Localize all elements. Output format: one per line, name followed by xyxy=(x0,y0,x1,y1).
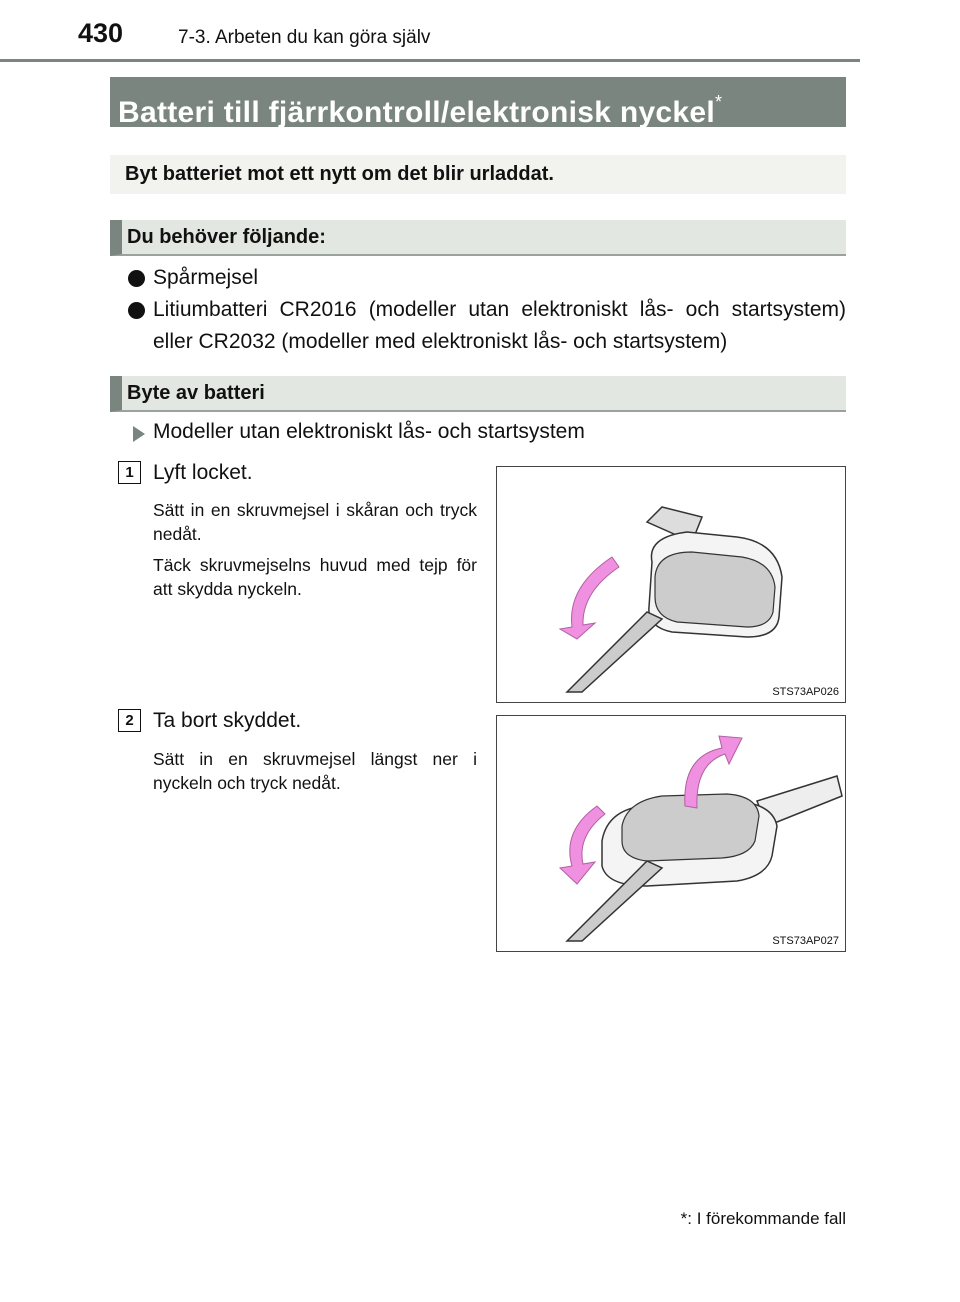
page-title xyxy=(110,77,846,127)
bullet-icon xyxy=(128,302,145,319)
footnote xyxy=(681,1209,846,1229)
lead-box: Byt batteriet mot ett nytt om det blir urladdat. xyxy=(110,155,846,194)
figure-code: STS73AP026 xyxy=(772,686,839,698)
list-item: Spårmejsel xyxy=(126,262,846,294)
step-note: Täck skruvmejselns huvud med tejp för att skydda nyckeln. xyxy=(153,555,477,599)
section-heading-requirements: Du behöver följande: xyxy=(110,220,846,256)
step-number-1: 1 xyxy=(118,461,141,484)
step-title-1: Lyft locket. xyxy=(153,461,253,484)
step-title-2: Ta bort skyddet. xyxy=(153,709,302,732)
chapter-title: 7-3. Arbeten du kan göra själv xyxy=(178,27,431,48)
footnote-text: : I förekommande fall xyxy=(687,1209,846,1228)
section-heading-battery-change: Byte av batteri xyxy=(110,376,846,412)
page-number: 430 xyxy=(78,18,124,48)
bullet-icon xyxy=(128,270,145,287)
figure-code: STS73AP027 xyxy=(772,935,839,947)
list-item: Litiumbatteri CR2016 (modeller utan elektroniskt lås- och startsystem) eller CR2032 (modeller med elektroniskt lås- och startsystem) xyxy=(126,294,846,358)
triangle-bullet-icon xyxy=(133,426,145,442)
step-note: Sätt in en skruvmejsel i skåran och tryck nedåt. xyxy=(153,500,477,544)
subheading: Modeller utan elektroniskt lås- och startsystem xyxy=(153,420,585,443)
title-text: Batteri till fjärrkontroll/elektronisk nyckel xyxy=(118,96,716,129)
header-rule xyxy=(0,59,860,62)
asterisk-marker: * xyxy=(715,92,723,112)
figure-lift-cover xyxy=(496,466,846,703)
key-illustration xyxy=(497,467,845,702)
asterisk-marker: * xyxy=(680,1209,688,1228)
step-number-2: 2 xyxy=(118,709,141,732)
key-illustration xyxy=(497,716,845,951)
step-note: Sätt in en skruvmejsel längst ner i nyckeln och tryck nedåt. xyxy=(153,749,477,793)
figure-remove-cover xyxy=(496,715,846,952)
